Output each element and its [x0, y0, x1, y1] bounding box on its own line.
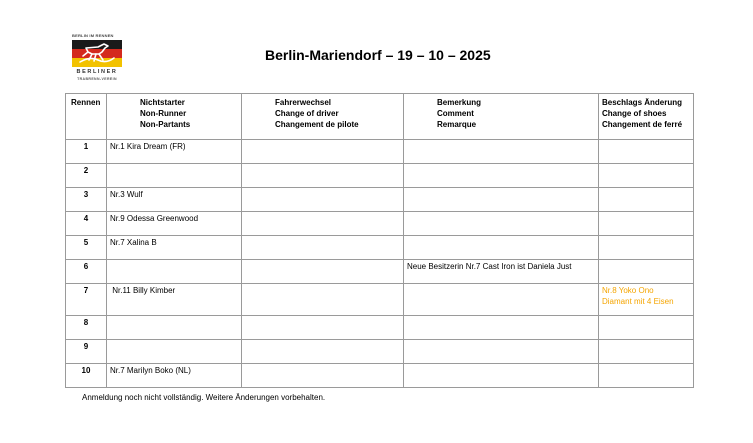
header-shoes-change: Beschlags Änderung Change of shoes Changement de ferré [599, 94, 694, 140]
comment-cell: Neue Besitzerin Nr.7 Cast Iron ist Daniela Just [407, 262, 572, 271]
comment-cell [404, 212, 598, 213]
comment-cell [404, 188, 598, 189]
shoes-cell [599, 164, 693, 165]
shoes-cell [599, 364, 693, 365]
table-row [66, 188, 694, 212]
nonrunner-cell: Nr.11 Billy Kimber [110, 286, 176, 295]
shoes-cell: Nr.8 Yoko Ono [602, 286, 654, 295]
header-driver-change: Fahrerwechsel Change of driver Changement de pilote [242, 94, 404, 140]
table-header-row [66, 94, 694, 140]
driver-cell [242, 212, 403, 213]
changes-table [65, 93, 694, 388]
shoes-cell-detail: Diamant mit 4 Eisen [602, 297, 674, 306]
logo-flag [72, 40, 122, 67]
driver-cell [242, 140, 403, 141]
nonrunner-cell: Nr.7 Xalina B [110, 238, 157, 247]
shoes-cell [599, 316, 693, 317]
nonrunner-cell [107, 164, 241, 165]
table-row [66, 164, 694, 188]
header-nonrunner: Nichtstarter Non-Runner Non-Partants [107, 94, 242, 140]
driver-cell [242, 236, 403, 237]
driver-cell [242, 260, 403, 261]
race-number: 9 [83, 342, 89, 351]
race-number: 3 [83, 190, 89, 199]
berliner-trabrenn-verein-logo [72, 33, 122, 85]
race-number: 1 [83, 142, 89, 151]
trotting-horse-icon [72, 40, 122, 67]
driver-cell [242, 188, 403, 189]
comment-cell [404, 316, 598, 317]
shoes-cell [599, 140, 693, 141]
race-number: 5 [83, 238, 89, 247]
table-row [66, 340, 694, 364]
table-row [66, 284, 694, 316]
page-title: Berlin-Mariendorf – 19 – 10 – 2025 [265, 47, 491, 63]
nonrunner-cell: Nr.9 Odessa Greenwood [110, 214, 199, 223]
header-race: Rennen [66, 94, 107, 140]
table-row [66, 260, 694, 284]
comment-cell [404, 140, 598, 141]
table-row [66, 316, 694, 340]
shoes-cell [599, 188, 693, 189]
race-number: 6 [83, 262, 89, 271]
comment-cell [404, 340, 598, 341]
race-number: 2 [83, 166, 89, 175]
driver-cell [242, 364, 403, 365]
table-row [66, 212, 694, 236]
shoes-cell [599, 260, 693, 261]
shoes-cell [599, 340, 693, 341]
shoes-cell [599, 212, 693, 213]
nonrunner-cell [107, 260, 241, 261]
table-row [66, 140, 694, 164]
table-row [66, 364, 694, 388]
nonrunner-cell: Nr.1 Kira Dream (FR) [110, 142, 186, 151]
comment-cell [404, 236, 598, 237]
race-number: 10 [81, 366, 91, 375]
driver-cell [242, 340, 403, 341]
nonrunner-cell [107, 340, 241, 341]
logo-subtitle: TRABRENN-VEREIN [77, 77, 117, 81]
race-number: 7 [83, 286, 89, 295]
logo-brand: BERLINER [76, 69, 118, 75]
nonrunner-cell [107, 316, 241, 317]
nonrunner-cell: Nr.3 Wulf [110, 190, 143, 199]
comment-cell [404, 364, 598, 365]
driver-cell [242, 316, 403, 317]
driver-cell [242, 164, 403, 165]
logo-top-text: BERLIN IM RENNEN [72, 33, 114, 38]
race-number: 4 [83, 214, 89, 223]
comment-cell [404, 164, 598, 165]
table-row [66, 236, 694, 260]
footnote: Anmeldung noch nicht vollständig. Weitere Änderungen vorbehalten. [82, 393, 326, 402]
race-number: 8 [83, 318, 89, 327]
shoes-cell [599, 236, 693, 237]
nonrunner-cell: Nr.7 Marilyn Boko (NL) [110, 366, 191, 375]
header-comment: Bemerkung Comment Remarque [404, 94, 599, 140]
